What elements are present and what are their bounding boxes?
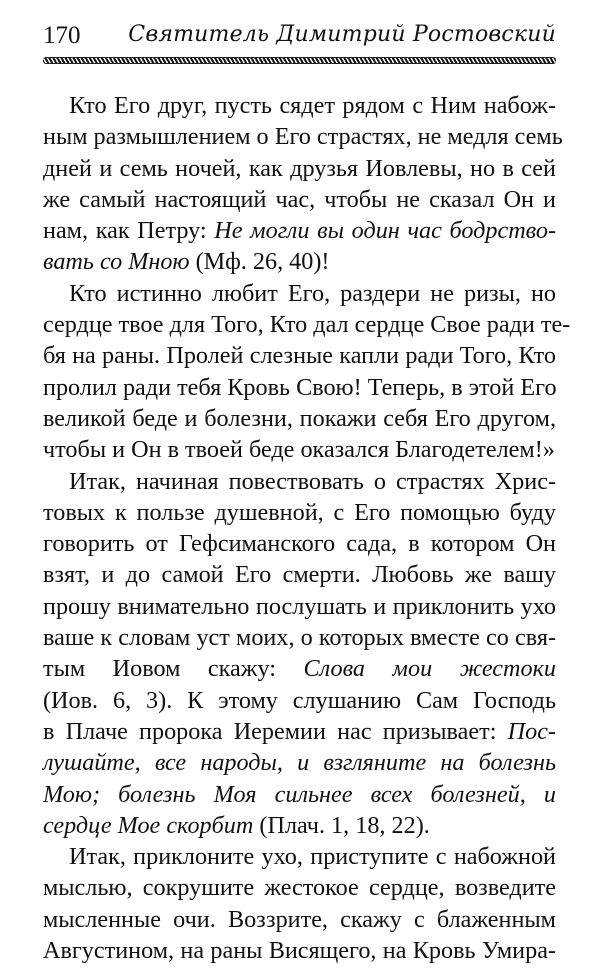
text-line: [43, 340, 556, 371]
text-line: [43, 246, 556, 277]
text-run: ным размышлением о Его страстях, не медля семь: [43, 123, 563, 151]
text-run: взят, и до самой Его смерти. Любовь же вашу: [43, 561, 556, 589]
text-line: [43, 372, 556, 403]
text-run: (Мф. 26, 40)!: [189, 248, 330, 276]
text-line: [43, 215, 556, 246]
text-line: [43, 935, 556, 966]
text-line: [43, 278, 556, 309]
text-line: [43, 747, 556, 778]
text-line: [43, 90, 556, 121]
italic-quote: лушайте, все народы, и взгляните на болезнь: [43, 749, 556, 777]
text-line: [43, 685, 556, 716]
text-run: чтобы и Он в твоей беде оказался Благодетелем!»: [43, 436, 555, 464]
page-number: 170: [43, 22, 81, 49]
text-run: мысленные очи. Воззрите, скажу с блаженным: [43, 905, 556, 933]
text-run: (Иов. 6, 3). К этому слушанию Сам Господь: [43, 686, 556, 714]
text-run: (Плач. 1, 18, 22).: [253, 811, 430, 839]
text-line: [43, 121, 563, 152]
text-run: ваше к словам уст моих, о которых вместе со свя-: [43, 624, 556, 652]
page-header: [43, 20, 556, 60]
text-line: [43, 434, 556, 465]
text-run: пролил ради тебя Кровь Свою! Теперь, в этой Его: [43, 373, 557, 401]
text-line: [43, 653, 556, 684]
text-line: [43, 716, 556, 747]
text-run: Кто истинно любит Его, раздери не ризы, но: [69, 279, 556, 307]
italic-quote: Слова мои жестоки: [303, 655, 557, 683]
text-line: [43, 872, 556, 903]
text-run: Итак, начиная повествовать о страстях Хрис-: [69, 467, 556, 495]
text-run: же самый настоящий час, чтобы не сказал Он и: [43, 185, 556, 213]
text-line: [43, 591, 556, 622]
text-run: Кто Его друг, пусть сядет рядом с Ним набож-: [69, 92, 556, 119]
text-line: [43, 403, 556, 434]
body-text: [43, 90, 571, 966]
text-run: прошу внимательно послушать и приклонить ухо: [43, 592, 556, 620]
text-line: [43, 559, 556, 590]
text-run: говорить от Гефсиманского сада, в котором Он: [43, 530, 556, 558]
text-run: товых к пользе душевной, с Его помощью буду: [43, 498, 556, 526]
text-line: [43, 841, 556, 872]
text-line: [43, 528, 556, 559]
italic-quote: Мою; болезнь Моя сильнее всех болезней, и: [43, 780, 556, 808]
text-run: тым Иовом скажу:: [43, 655, 304, 683]
text-line: [43, 309, 571, 340]
text-run: великой беде и болезни, покажи себя Его другом,: [43, 404, 556, 432]
text-run: мыслью, сокрушите жестокое сердце, возведите: [43, 874, 556, 902]
text-run: бя на раны. Пролей слезные капли ради Того, Кто: [43, 342, 556, 370]
decorative-rope-rule: [43, 57, 556, 64]
text-line: [43, 466, 556, 497]
text-line: [43, 497, 556, 528]
text-run: Августином, на раны Висящего, на Кровь Умира-: [43, 937, 556, 965]
text-line: [43, 153, 556, 184]
text-line: [43, 184, 556, 215]
italic-quote: Не могли вы один час бодрство-: [214, 217, 556, 245]
italic-quote: сердце Мое скорбит: [43, 811, 254, 839]
text-run: сердце твое для Того, Кто дал сердце Свое ради те-: [43, 311, 571, 339]
text-line: [43, 622, 556, 653]
text-run: нам, как Петру:: [43, 217, 215, 245]
italic-quote: вать со Мною: [43, 248, 190, 276]
text-line: [43, 779, 556, 810]
text-line: [43, 810, 556, 841]
italic-quote: Пос-: [507, 717, 556, 745]
text-line: [43, 904, 556, 935]
text-run: дней и семь ночей, как друзья Иовлевы, но в сей: [43, 154, 556, 182]
text-run: Итак, приклоните ухо, приступите с набожной: [69, 843, 556, 871]
running-title: Святитель Димитрий Ростовский: [128, 22, 556, 47]
text-run: в Плаче пророка Иеремии нас призывает:: [43, 717, 508, 745]
